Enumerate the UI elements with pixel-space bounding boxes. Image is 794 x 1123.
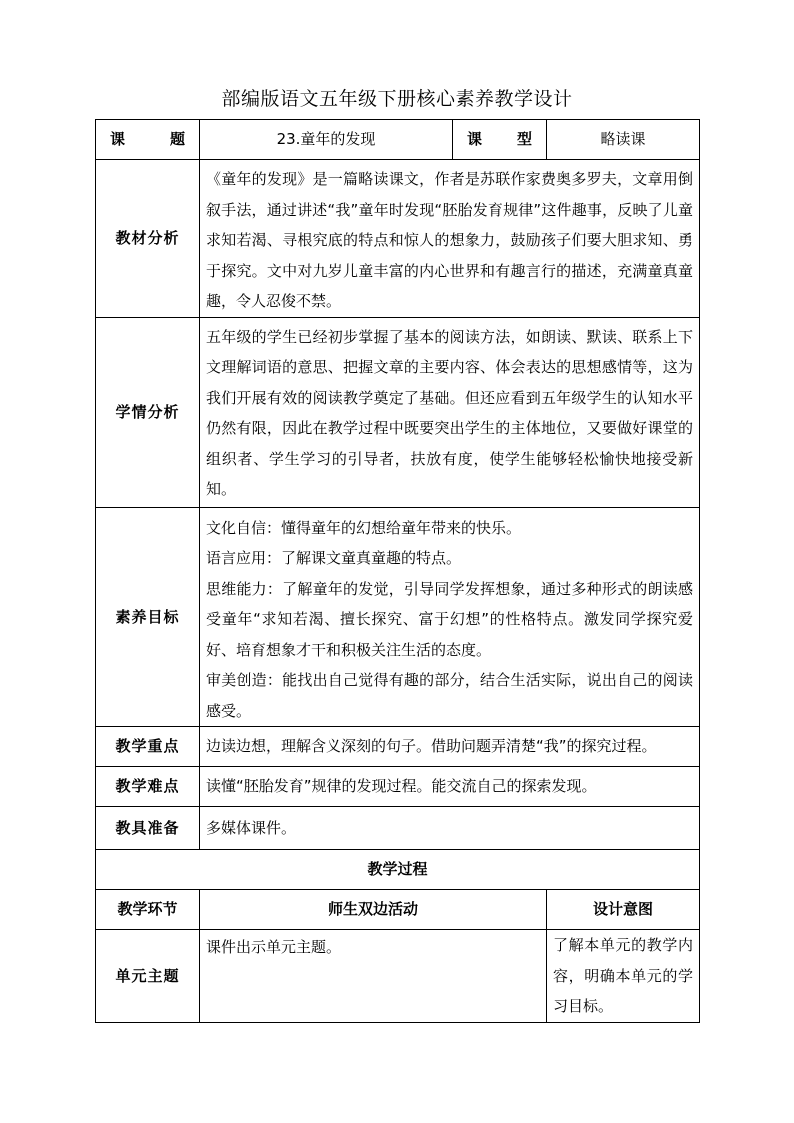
tools-text: 多媒体课件。 xyxy=(200,807,700,850)
goal-thinking: 思维能力：了解童年的发觉，引导同学发挥想象，通过多种形式的朗读感受童年“求知若渴、擅长探究、富于幻想”的性格特点。激发同学探究爱好、培育想象才干和积极关注生活的态度。 xyxy=(206,579,693,659)
process-stage: 单元主题 xyxy=(96,930,200,1023)
difficulties-row xyxy=(96,767,700,807)
tools-label: 教具准备 xyxy=(96,807,200,850)
students-label: 学情分析 xyxy=(96,317,200,507)
process-intent: 了解本单元的教学内容，明确本单元的学习目标。 xyxy=(547,930,700,1023)
type-value: 略读课 xyxy=(547,120,700,160)
header-row xyxy=(96,120,700,160)
type-label: 课 型 xyxy=(453,120,547,160)
process-columns-row xyxy=(96,890,700,930)
col-activity-header: 师生双边活动 xyxy=(200,890,547,930)
goal-culture: 文化自信：懂得童年的幻想给童年带来的快乐。 xyxy=(206,518,522,537)
process-heading: 教学过程 xyxy=(96,850,700,890)
goals-cell xyxy=(200,507,700,727)
goals-row xyxy=(96,507,700,727)
tools-row xyxy=(96,807,700,850)
goals-label: 素养目标 xyxy=(96,507,200,727)
difficulties-text: 读懂“胚胎发育”规律的发现过程。能交流自己的探索发现。 xyxy=(200,767,700,807)
key-points-label: 教学重点 xyxy=(96,727,200,767)
col-intent-header: 设计意图 xyxy=(547,890,700,930)
process-heading-row xyxy=(96,850,700,890)
key-points-text: 边读边想，理解含义深刻的句子。借助问题弄清楚“我”的探究过程。 xyxy=(200,727,700,767)
process-row xyxy=(96,930,700,1023)
topic-label: 课 题 xyxy=(96,120,200,160)
students-text: 五年级的学生已经初步掌握了基本的阅读方法，如朗读、默读、联系上下文理解词语的意思、把握文章的主要内容、体会表达的思想感情等，这为我们开展有效的阅读教学奠定了基础。但还应看到五年级学生的认知水平仍然有限，因此在教学过程中既要突出学生的主体地位，又要做好课堂的组织者、学生学习的引导者，扶放有度，使学生能够轻松愉快地接受新知。 xyxy=(200,317,700,507)
students-row xyxy=(96,317,700,507)
material-row xyxy=(96,160,700,318)
process-activity: 课件出示单元主题。 xyxy=(200,930,547,1023)
key-points-row xyxy=(96,727,700,767)
col-stage-header: 教学环节 xyxy=(96,890,200,930)
lesson-plan-table xyxy=(95,119,700,1023)
topic-value: 23.童年的发现 xyxy=(200,120,453,160)
goal-language: 语言应用：了解课文童真童趣的特点。 xyxy=(206,549,462,567)
document-title: 部编版语文五年级下册核心素养教学设计 xyxy=(221,88,573,110)
goal-aesthetic: 审美创造：能找出自己觉得有趣的部分，结合生活实际，说出自己的阅读感受。 xyxy=(206,671,693,720)
material-label: 教材分析 xyxy=(96,160,200,318)
material-text: 《童年的发现》是一篇略读课文，作者是苏联作家费奥多罗夫，文章用倒叙手法，通过讲述“我”童年时发现“胚胎发育规律”这件趣事，反映了儿童求知若渴、寻根究底的特点和惊人的想象力，鼓励孩子们要大胆求知、勇于探究。文中对九岁儿童丰富的内心世界和有趣言行的描述，充满童真童趣，令人忍俊不禁。 xyxy=(200,160,700,318)
difficulties-label: 教学难点 xyxy=(96,767,200,807)
